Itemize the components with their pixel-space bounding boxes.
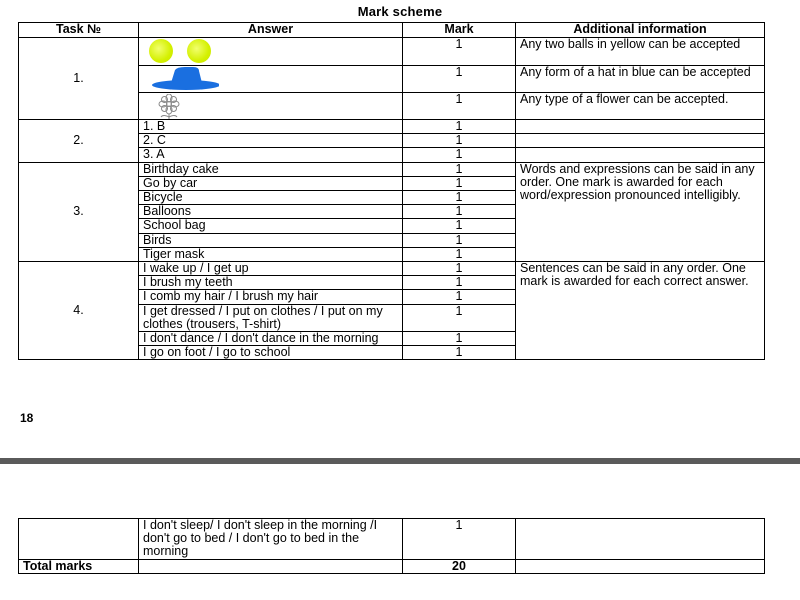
task-number xyxy=(19,519,139,560)
task-number: 4. xyxy=(19,262,139,360)
page-number: 18 xyxy=(20,411,34,425)
task-number: 1. xyxy=(19,38,139,120)
header-info: Additional information xyxy=(516,23,765,38)
answer-cell: 1. B xyxy=(139,120,403,134)
info-cell xyxy=(516,134,765,148)
info-cell: Sentences can be said in any order. One mark is awarded for each correct answer. xyxy=(516,262,765,360)
flower-icon xyxy=(149,94,189,120)
answer-cell: 3. A xyxy=(139,148,403,162)
page-title: Mark scheme xyxy=(357,4,443,19)
mark-cell: 1 xyxy=(403,519,516,560)
mark-cell: 1 xyxy=(403,38,516,66)
answer-cell: Go by car xyxy=(139,176,403,190)
table-row xyxy=(19,162,765,176)
mark-cell: 1 xyxy=(403,262,516,276)
mark-scheme-table xyxy=(18,22,765,360)
answer-cell xyxy=(139,66,403,93)
answer-cell: I comb my hair / I brush my hair xyxy=(139,290,403,304)
info-cell xyxy=(516,148,765,162)
info-cell: Any form of a hat in blue can be accepted xyxy=(516,66,765,93)
yellow-ball-icon xyxy=(187,39,211,63)
info-cell xyxy=(516,519,765,560)
total-label: Total marks xyxy=(19,559,139,573)
mark-cell: 1 xyxy=(403,176,516,190)
mark-cell: 1 xyxy=(403,93,516,120)
answer-cell: I don't sleep/ I don't sleep in the morning /I don't go to bed / I don't go to bed in the morning xyxy=(139,519,403,560)
answer-cell: Birthday cake xyxy=(139,162,403,176)
mark-scheme-table-continued xyxy=(18,518,765,574)
blue-hat-icon xyxy=(149,67,219,91)
mark-cell: 1 xyxy=(403,233,516,247)
answer-cell: 2. C xyxy=(139,134,403,148)
mark-cell: 1 xyxy=(403,134,516,148)
mark-cell: 1 xyxy=(403,120,516,134)
info-cell: Any type of a flower can be accepted. xyxy=(516,93,765,120)
mark-cell: 1 xyxy=(403,219,516,233)
yellow-balls-picture xyxy=(143,38,398,65)
table-row xyxy=(19,38,765,66)
header-answer: Answer xyxy=(139,23,403,38)
answer-cell: I get dressed / I put on clothes / I put on my clothes (trousers, T-shirt) xyxy=(139,304,403,331)
header-row xyxy=(19,23,765,38)
table-row xyxy=(19,519,765,560)
yellow-ball-icon xyxy=(149,39,173,63)
info-cell: Any two balls in yellow can be accepted xyxy=(516,38,765,66)
page-divider xyxy=(0,458,800,464)
hat-picture xyxy=(143,66,398,92)
mark-cell: 1 xyxy=(403,191,516,205)
answer-cell: Bicycle xyxy=(139,191,403,205)
answer-cell: I brush my teeth xyxy=(139,276,403,290)
mark-cell: 1 xyxy=(403,304,516,331)
total-row xyxy=(19,559,765,573)
mark-cell: 1 xyxy=(403,332,516,346)
answer-cell: I wake up / I get up xyxy=(139,262,403,276)
mark-cell: 1 xyxy=(403,162,516,176)
flower-picture xyxy=(143,93,398,119)
header-mark: Mark xyxy=(403,23,516,38)
answer-cell xyxy=(139,38,403,66)
total-value: 20 xyxy=(403,559,516,573)
answer-cell: I don't dance / I don't dance in the morning xyxy=(139,332,403,346)
info-cell xyxy=(516,559,765,573)
mark-cell: 1 xyxy=(403,247,516,261)
answer-cell: Balloons xyxy=(139,205,403,219)
header-task: Task № xyxy=(19,23,139,38)
answer-cell xyxy=(139,559,403,573)
mark-cell: 1 xyxy=(403,276,516,290)
task-number: 2. xyxy=(19,120,139,163)
info-cell xyxy=(516,120,765,134)
task-number: 3. xyxy=(19,162,139,261)
info-cell: Words and expressions can be said in any order. One mark is awarded for each word/expression pronounced intelligibly. xyxy=(516,162,765,261)
table-row xyxy=(19,262,765,276)
answer-cell: Birds xyxy=(139,233,403,247)
mark-cell: 1 xyxy=(403,148,516,162)
mark-cell: 1 xyxy=(403,66,516,93)
answer-cell: I go on foot / I go to school xyxy=(139,346,403,360)
answer-cell: School bag xyxy=(139,219,403,233)
answer-cell xyxy=(139,93,403,120)
mark-cell: 1 xyxy=(403,205,516,219)
mark-cell: 1 xyxy=(403,346,516,360)
mark-cell: 1 xyxy=(403,290,516,304)
answer-cell: Tiger mask xyxy=(139,247,403,261)
table-row xyxy=(19,120,765,134)
